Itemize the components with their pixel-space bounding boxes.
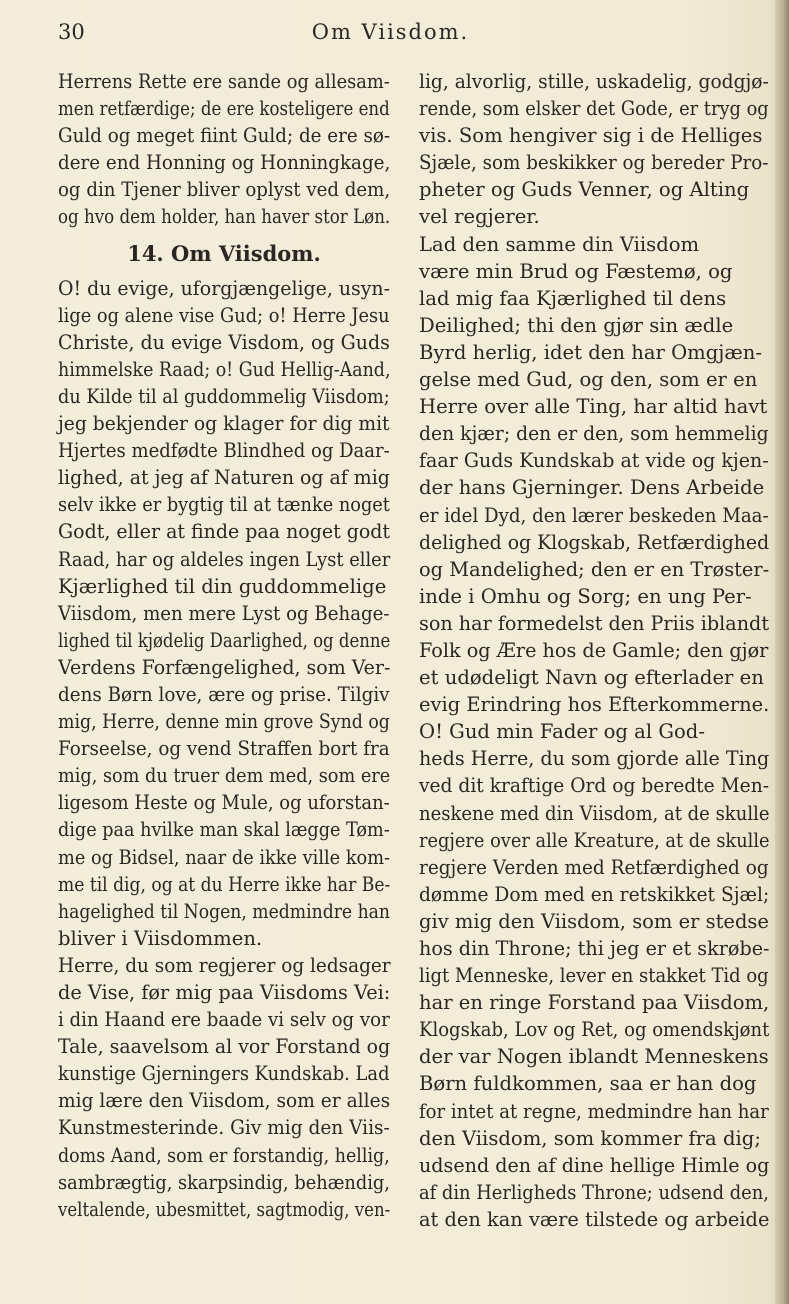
text-line: lighed, at jeg af Naturen og af mig xyxy=(58,466,390,490)
text-line: Børn fuldkommen, saa er han dog xyxy=(419,1072,757,1096)
running-head xyxy=(58,20,723,50)
page-binding-edge xyxy=(775,0,789,1304)
page-number: 30 xyxy=(58,20,85,44)
text-line: Forseelse, og vend Straffen bort fra xyxy=(58,737,390,761)
text-line: i din Haand ere baade vi selv og vor xyxy=(58,1008,390,1032)
text-line: lige og alene vise Gud; o! Herre Jesu xyxy=(58,303,390,327)
text-line: at den kan være tilstede og arbeide xyxy=(419,1207,770,1231)
text-line: den Viisdom, som kommer fra dig; xyxy=(419,1126,761,1150)
text-line: dens Børn love, ære og prise. Tilgiv xyxy=(58,682,390,706)
text-line: rende, som elsker det Gode, er tryg og xyxy=(419,97,769,121)
running-title: Om Viisdom. xyxy=(311,20,470,44)
text-line: regjere Verden med Retfærdighed og xyxy=(419,855,769,879)
text-line: veltalende, ubesmittet, sagtmodig, ven- xyxy=(58,1197,391,1221)
text-line: O! Gud min Fader og al God- xyxy=(419,720,705,744)
text-line: sambrægtig, skarpsindig, behændig, xyxy=(58,1170,390,1194)
text-line: men retfærdige; de ere kosteligere end xyxy=(58,97,390,121)
text-line: selv ikke er bygtig til at tænke noget xyxy=(58,493,390,517)
text-line: delighed og Klogskab, Retfærdighed xyxy=(419,530,770,554)
text-line: for intet at regne, medmindre han har xyxy=(419,1099,769,1123)
text-line: Byrd herlig, idet den har Omgjæn- xyxy=(419,340,763,364)
text-line: pheter og Guds Venner, og Alting xyxy=(419,178,750,202)
text-line: lighed til kjødelig Daarlighed, og denne xyxy=(58,628,391,652)
text-line: dere end Honning og Honningkage, xyxy=(58,151,391,175)
text-line: Kjærlighed til din guddommelige xyxy=(58,574,387,598)
text-line: Herrens Rette ere sande og allesam- xyxy=(58,70,390,93)
text-line: Deilighed; thi den gjør sin ædle xyxy=(419,313,734,337)
text-line: faar Guds Kundskab at vide og kjen- xyxy=(419,449,769,473)
text-line: bliver i Viisdommen. xyxy=(58,926,263,950)
text-line: der hans Gjerninger. Dens Arbeide xyxy=(419,476,765,500)
text-line: vis. Som hengiver sig i de Helliges xyxy=(419,124,763,148)
text-line: neskene med din Viisdom, at de skulle xyxy=(419,801,770,825)
text-line: Lad den samme din Viisdom xyxy=(419,232,700,256)
text-line: Guld og meget fiint Guld; de ere sø- xyxy=(58,124,391,148)
text-line: Kunstmesterinde. Giv mig den Viis- xyxy=(58,1116,390,1140)
text-line: giv mig den Viisdom, som er stedse xyxy=(419,909,769,933)
text-line: dige paa hvilke man skal lægge Tøm- xyxy=(58,818,390,842)
text-line: vel regjerer. xyxy=(419,205,540,229)
text-line: son har formedelst den Priis iblandt xyxy=(419,611,770,635)
text-line: udsend den af dine hellige Himle og xyxy=(419,1153,770,1177)
text-line: Folk og Ære hos de Gamle; den gjør xyxy=(419,638,769,662)
text-line: være min Brud og Fæstemø, og xyxy=(419,259,733,283)
text-line: er idel Dyd, den lærer beskeden Maa- xyxy=(419,503,769,527)
text-line: Herre over alle Ting, har altid havt xyxy=(419,395,768,419)
text-line: og Mandelighed; den er en Trøster- xyxy=(419,557,770,581)
text-line: Klogskab, Lov og Ret, og omendskjønt xyxy=(419,1018,770,1042)
text-line: dømme Dom med en retskikket Sjæl; xyxy=(419,882,770,906)
text-line: Herre, du som regjerer og ledsager xyxy=(58,953,391,977)
text-line: evig Erindring hos Efterkommerne. xyxy=(419,693,770,717)
text-line: Raad, har og aldeles ingen Lyst eller xyxy=(58,547,391,571)
text-line: den kjær; den er den, som hemmelig xyxy=(419,422,769,446)
text-line: ligesom Heste og Mule, og uforstan- xyxy=(58,791,390,815)
text-line: der var Nogen iblandt Menneskens xyxy=(419,1045,769,1069)
text-line: ved dit kraftige Ord og beredte Men- xyxy=(419,774,770,798)
text-line: et udødeligt Navn og efterlader en xyxy=(419,666,764,690)
text-line: Godt, eller at finde paa noget godt xyxy=(58,520,391,544)
text-line: lad mig faa Kjærlighed til dens xyxy=(419,286,727,310)
text-line: O! du evige, uforgjængelige, usyn- xyxy=(58,276,390,300)
text-line: hos din Throne; thi jeg er et skrøbe- xyxy=(419,937,770,960)
text-line: regjere over alle Kreature, at de skulle xyxy=(419,828,770,852)
text-line: Viisdom, men mere Lyst og Behage- xyxy=(58,601,390,625)
text-line: inde i Omhu og Sorg; en ung Per- xyxy=(419,584,752,608)
text-line: og hvo dem holder, han haver stor Løn. xyxy=(58,205,391,229)
left-column xyxy=(58,68,390,1223)
text-line: mig, Herre, denne min grove Synd og xyxy=(58,710,390,734)
text-line: af din Herligheds Throne; udsend den, xyxy=(419,1180,769,1204)
text-line: Hjertes medfødte Blindhed og Daar- xyxy=(58,439,390,463)
text-line: kunstige Gjerningers Kundskab. Lad xyxy=(58,1062,390,1086)
right-column xyxy=(419,68,769,1233)
text-line: Verdens Forfængelighed, som Ver- xyxy=(58,655,391,679)
text-line: me og Bidsel, naar de ikke ville kom- xyxy=(58,845,391,869)
text-line: me til dig, og at du Herre ikke har Be- xyxy=(58,872,391,896)
text-line: doms Aand, som er forstandig, hellig, xyxy=(58,1143,390,1167)
text-line: Tale, saavelsom al vor Forstand og xyxy=(58,1035,391,1059)
text-line: har en ringe Forstand paa Viisdom, xyxy=(419,991,770,1015)
text-line: jeg bekjender og klager for dig mit xyxy=(58,412,390,436)
text-line: lig, alvorlig, stille, uskadelig, godgjø- xyxy=(419,70,769,93)
text-line: mig lære den Viisdom, som er alles xyxy=(58,1089,391,1113)
text-line: de Vise, før mig paa Viisdoms Vei: xyxy=(58,981,391,1004)
text-line: gelse med Gud, og den, som er en xyxy=(419,368,758,392)
text-line: mig, som du truer dem med, som ere xyxy=(58,764,391,788)
text-line: du Kilde til al guddommelig Viisdom; xyxy=(58,384,390,408)
text-line: og din Tjener bliver oplyst ved dem, xyxy=(58,178,391,202)
text-line: hagelighed til Nogen, medmindre han xyxy=(58,899,391,923)
section-heading: 14. Om Viisdom. xyxy=(127,240,321,266)
text-line: heds Herre, du som gjorde alle Ting xyxy=(419,747,770,771)
text-line: himmelske Raad; o! Gud Hellig-Aand, xyxy=(58,357,391,381)
text-line: Christe, du evige Visdom, og Guds xyxy=(58,330,390,354)
text-line: ligt Menneske, lever en stakket Tid og xyxy=(419,964,769,988)
text-line: Sjæle, som beskikker og bereder Pro- xyxy=(419,151,769,175)
